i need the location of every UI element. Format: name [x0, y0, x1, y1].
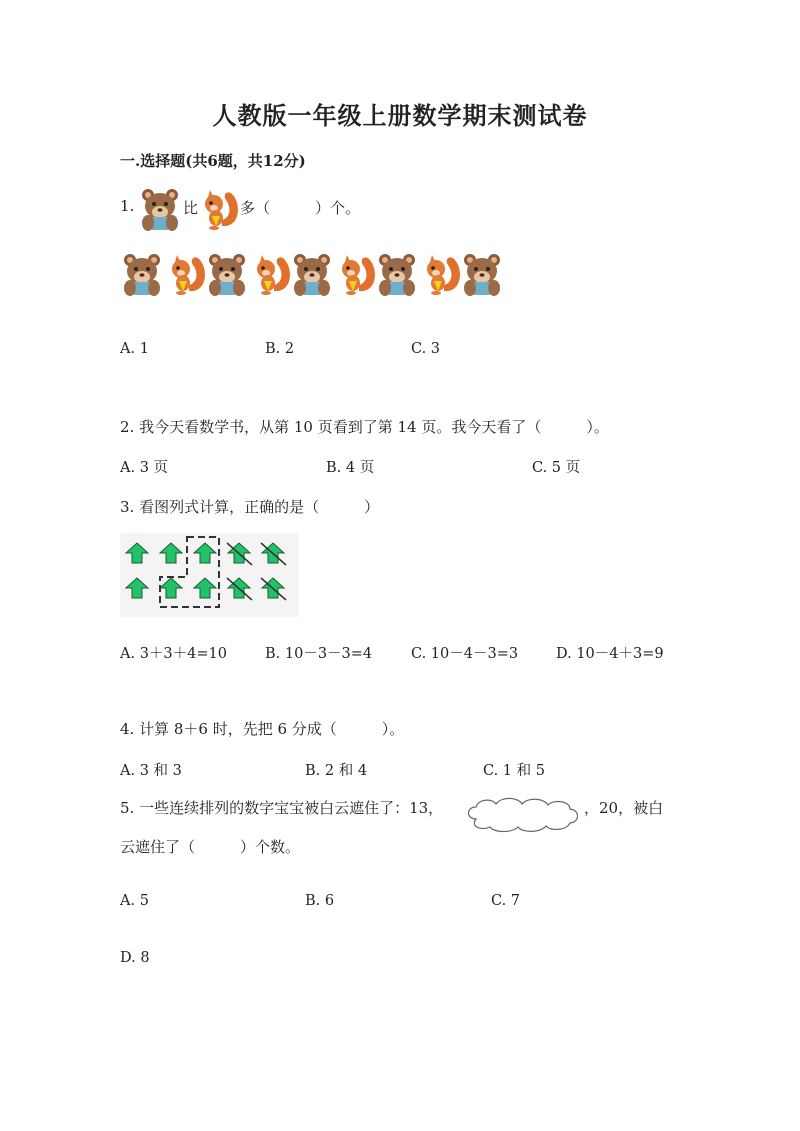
bear-icon: [377, 253, 417, 297]
squirrel-icon: [337, 253, 377, 297]
q5-line2: 云遮住了（ ）个数。: [120, 838, 301, 856]
q3-option-d[interactable]: D. 10－4＋3=9: [556, 646, 664, 662]
q5-option-c[interactable]: C. 7: [491, 893, 521, 909]
bear-icon: [122, 253, 162, 297]
q2-option-a[interactable]: A. 3 页: [120, 460, 169, 476]
section-heading: 一.选择题(共6题，共12分): [120, 152, 306, 170]
squirrel-icon: [422, 253, 462, 297]
q3-option-b[interactable]: B. 10－3－3=4: [265, 646, 373, 662]
bear-icon: [292, 253, 332, 297]
q2-option-c[interactable]: C. 5 页: [532, 460, 581, 476]
q1-option-c[interactable]: C. 3: [411, 341, 441, 357]
q3-option-a[interactable]: A. 3＋3＋4=10: [120, 646, 227, 662]
squirrel-icon: [252, 253, 292, 297]
q2-text: 2. 我今天看数学书，从第 10 页看到了第 14 页。我今天看了（ ）。: [120, 418, 609, 436]
q2-option-b[interactable]: B. 4 页: [326, 460, 375, 476]
squirrel-icon: [200, 188, 240, 232]
bear-icon: [140, 188, 180, 232]
q5-option-b[interactable]: B. 6: [305, 893, 335, 909]
q1-option-b[interactable]: B. 2: [265, 341, 295, 357]
page-title: 人教版一年级上册数学期末测试卷: [212, 101, 588, 130]
q5-option-a[interactable]: A. 5: [120, 893, 149, 909]
q1-word-bi: 比: [183, 199, 199, 217]
q4-option-c[interactable]: C. 1 和 5: [483, 763, 545, 779]
q5-option-d[interactable]: D. 8: [120, 950, 150, 966]
q4-option-a[interactable]: A. 3 和 3: [120, 763, 182, 779]
bear-icon: [207, 253, 247, 297]
q3-arrow-figure: [120, 533, 298, 617]
q4-option-b[interactable]: B. 2 和 4: [305, 763, 368, 779]
q5-line1-a: 5. 一些连续排列的数字宝宝被白云遮住了：13，: [120, 799, 444, 817]
q1-number: 1.: [120, 197, 135, 215]
q5-line1-b: ，20，被白: [584, 799, 664, 817]
q4-text: 4. 计算 8＋6 时，先把 6 分成（ ）。: [120, 720, 405, 738]
q1-tail: 多（ ）个。: [240, 199, 361, 217]
squirrel-icon: [167, 253, 207, 297]
bear-icon: [462, 253, 502, 297]
q1-option-a[interactable]: A. 1: [120, 341, 149, 357]
q3-option-c[interactable]: C. 10－4－3=3: [411, 646, 519, 662]
cloud-icon: [462, 795, 584, 835]
q3-text: 3. 看图列式计算，正确的是（ ）: [120, 498, 380, 516]
